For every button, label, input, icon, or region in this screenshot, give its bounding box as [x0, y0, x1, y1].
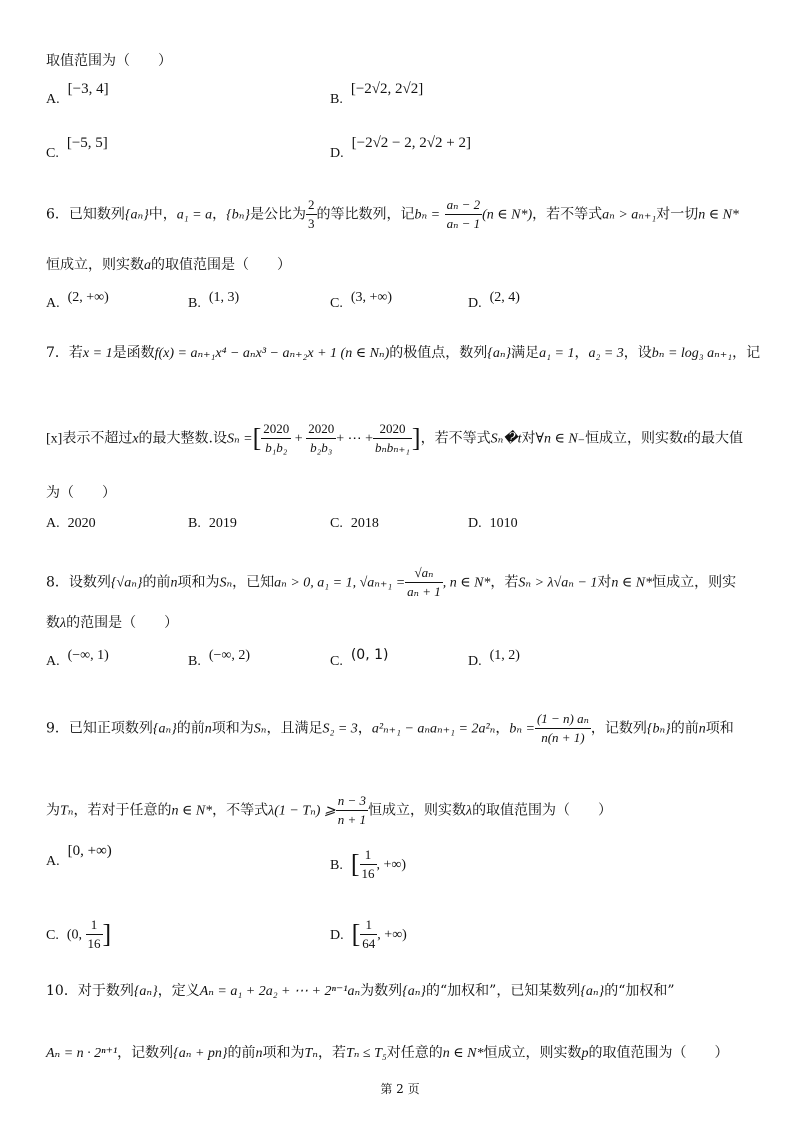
- q10-math: Tₙ: [304, 1046, 318, 1061]
- q6-math: a₁ = a: [176, 207, 213, 223]
- q9-ineq-fraction: [336, 792, 368, 829]
- q9-option-d[interactable]: [330, 916, 407, 953]
- q7-text: 对: [521, 430, 536, 447]
- numerator: √aₙ: [405, 564, 443, 583]
- q9-text: 项和: [705, 720, 734, 737]
- denominator: aₙ − 1: [446, 216, 481, 231]
- q7-math: x = 1: [82, 346, 113, 361]
- option-value: , +∞): [376, 857, 407, 873]
- denominator: 3: [308, 216, 315, 231]
- q10-text: 的“加权和”: [604, 983, 675, 999]
- q6-math: aₙ > aₙ₊₁: [602, 207, 657, 223]
- q7-math: x: [132, 431, 139, 447]
- option-label: B.: [188, 296, 201, 311]
- denominator: n(n + 1): [541, 730, 585, 745]
- q8-text: ，若: [490, 574, 519, 591]
- q8-text: 恒成立，则实: [652, 574, 737, 591]
- q7-stem-line3: [46, 484, 116, 502]
- option-value: , +∞): [377, 927, 407, 943]
- numerator: 2: [306, 196, 317, 215]
- q8-text: 的范围是（ ）: [66, 615, 179, 631]
- q9-math: S₂ = 3: [322, 721, 358, 737]
- option-value: (−∞, 1): [67, 648, 109, 663]
- q10-text: ，定义: [157, 983, 200, 999]
- q5-option-d[interactable]: [330, 135, 471, 163]
- q6-math: n ∈ N*: [698, 207, 739, 223]
- q10-stem-line2: [46, 1044, 728, 1063]
- q9-text: ，: [495, 720, 510, 737]
- q8-math: n ∈ N*: [611, 575, 653, 591]
- numerator: 1: [360, 916, 377, 935]
- bracket-left: [: [252, 423, 262, 453]
- q7-text: 是函数: [112, 345, 155, 361]
- q8-text: ，已知: [232, 574, 275, 591]
- q7-math: Sₙ =: [227, 431, 253, 447]
- q7-math: f(x) = aₙ₊₁x⁴ − aₙx³ − aₙ₊₂x + 1 (n ∈ Nₙ): [154, 346, 390, 361]
- q8-option-d[interactable]: [468, 648, 520, 671]
- q7-text: 的极值点，数列: [389, 345, 488, 361]
- q8-stem-line1: [46, 564, 736, 601]
- q10-math: Aₙ = a₁ + 2a₂ + ⋯ + 2ⁿ⁻¹aₙ: [199, 984, 361, 999]
- option-label: D.: [468, 516, 482, 531]
- q9-text: ，: [357, 720, 372, 737]
- q10-text: 的“加权和”，已知某数列: [426, 983, 581, 999]
- q7-option-a[interactable]: [46, 514, 96, 533]
- q7-option-c[interactable]: [330, 514, 379, 533]
- q9-c-fraction: [86, 916, 103, 953]
- numerator: 2020: [261, 420, 291, 439]
- numerator: (1 − n) aₙ: [535, 710, 591, 729]
- option-label: A.: [46, 854, 60, 869]
- q7-text: ，记: [732, 345, 761, 361]
- q10-text: 的前: [227, 1045, 256, 1061]
- option-value: (1, 3): [208, 290, 240, 305]
- q8-text: 项和为: [177, 574, 220, 591]
- denominator: 64: [362, 936, 376, 951]
- q9-stem-line2: [46, 792, 612, 829]
- numerator: 1: [86, 916, 103, 935]
- q9-math: λ(1 − Tₙ) ⩾: [268, 803, 336, 819]
- q5-option-b[interactable]: [330, 81, 424, 109]
- q9-option-c[interactable]: [46, 916, 111, 953]
- q10-text: 10．对于数列: [46, 983, 134, 999]
- option-label: D.: [330, 146, 344, 161]
- q7-term2-fraction: [306, 420, 336, 457]
- option-value: (−∞, 2): [208, 648, 251, 663]
- q8-text: 的前: [142, 574, 171, 591]
- q9-text: ，若对于任意的: [73, 802, 172, 819]
- q9-text: 9．已知正项数列: [46, 720, 153, 737]
- option-value: (0, 1): [350, 647, 389, 663]
- q7-math: [x]: [46, 431, 63, 447]
- bracket-left: [: [351, 919, 361, 949]
- option-value: (1, 2): [489, 648, 520, 663]
- q9-text: 的取值范围为（ ）: [472, 802, 613, 819]
- q7-text: 表示不超过: [62, 430, 133, 447]
- q9-stem-line1: [46, 710, 734, 747]
- q8-math: λ: [60, 616, 67, 631]
- q5-tail-text: 取值范围为（ ）: [46, 53, 172, 69]
- option-value: 2019: [208, 516, 237, 531]
- option-label: B.: [188, 516, 201, 531]
- q8-text: 对: [597, 574, 612, 591]
- q7-text: ，若不等式: [420, 430, 491, 447]
- q9-math: n ∈ N*: [171, 803, 213, 819]
- numerator: 1: [360, 846, 377, 865]
- option-value: (0,: [66, 927, 86, 943]
- option-label: D.: [330, 927, 344, 943]
- q6-math: {bₙ}: [226, 207, 250, 223]
- q6-math: a: [144, 258, 151, 273]
- q7-math: bₙ = log₃ aₙ₊₁: [651, 346, 733, 361]
- q6-stem-line1: [46, 196, 739, 233]
- q7-math: Sₙ�t: [490, 431, 522, 447]
- q8-math: Sₙ > λ√aₙ − 1: [518, 575, 598, 591]
- q6-text: 恒成立，则实数: [46, 257, 144, 273]
- option-value: 2018: [350, 516, 379, 531]
- q8-math: Sₙ: [219, 575, 233, 591]
- option-value: (3, +∞): [350, 290, 393, 305]
- q9-math: n: [204, 721, 212, 737]
- q9-math: Sₙ: [253, 721, 267, 737]
- q10-math: Aₙ = n · 2ⁿ⁺¹: [46, 1046, 118, 1061]
- q10-math: p: [581, 1046, 589, 1061]
- denominator: 16: [87, 936, 101, 951]
- q8-math: , n ∈ N*: [442, 575, 491, 591]
- option-label: C.: [46, 146, 59, 161]
- denominator: b₁b₂: [265, 440, 288, 455]
- bracket-right: ]: [102, 919, 112, 949]
- q7-stem-line2: [x]表示不超过x的最大整数.设Sₙ =[ $\frac{2020}{\text{b₁b₂}}$ + $\frac{2020}{\text{b₂b₃}}$ + ⋯ + $\frac{2020}{\text{bₙbₙ₊₁}}$ ]，若不等式Sₙ�t对∀n ∈ N₋恒成立，则实数t的最大值: [46, 421, 743, 455]
- q7-term3-fraction: [373, 420, 412, 457]
- q6-text: 的取值范围是（ ）: [151, 257, 291, 273]
- q10-math: n: [255, 1046, 263, 1061]
- q9-math: Tₙ: [60, 803, 74, 819]
- q10-text: ，记数列: [117, 1045, 174, 1061]
- q6-text: ，若不等式: [532, 206, 603, 223]
- q5-option-c[interactable]: [46, 135, 108, 163]
- q6-text: 对一切: [656, 206, 699, 223]
- q8-math: n: [170, 575, 178, 591]
- bracket-right: ]: [411, 423, 421, 453]
- q8-text: 8．设数列: [46, 574, 111, 591]
- q9-math: {aₙ}: [152, 721, 177, 737]
- q6-text: 是公比为: [250, 206, 306, 223]
- option-value: (2, 4): [489, 290, 520, 305]
- q7-text: ，设: [623, 345, 652, 361]
- q10-math: {aₙ + pn}: [173, 1046, 228, 1061]
- option-label: A.: [46, 296, 60, 311]
- q9-bn-fraction: [535, 710, 591, 747]
- q10-math: {aₙ}: [580, 984, 605, 999]
- q8-option-b[interactable]: [188, 648, 251, 671]
- option-label: C.: [330, 296, 343, 311]
- page-number: 第 2 页: [380, 1082, 420, 1096]
- q8-stem-line2: [46, 614, 178, 633]
- q10-text: 为数列: [360, 983, 403, 999]
- numerator: aₙ − 2: [445, 196, 483, 215]
- q10-text: 恒成立，则实数: [483, 1045, 582, 1061]
- q9-b-fraction: [360, 846, 377, 883]
- q7-text: 恒成立，则实数: [585, 430, 684, 447]
- option-value: 1010: [489, 516, 518, 531]
- q6-text: ，: [212, 206, 227, 223]
- numerator: n − 3: [336, 792, 368, 811]
- option-value: [−2√2, 2√2]: [350, 81, 424, 97]
- option-value: (2, +∞): [67, 290, 109, 305]
- q6-stem-line2: [46, 256, 291, 275]
- option-value: [0, +∞): [67, 843, 112, 859]
- q9-text: 为: [46, 802, 60, 819]
- q8-text: 数: [46, 615, 60, 631]
- q7-term1-fraction: [261, 420, 291, 457]
- q7-math: a₁ = 1: [539, 346, 575, 361]
- q10-text: 的取值范围为（ ）: [588, 1045, 729, 1061]
- q7-math: ∀n ∈ N₋: [535, 431, 586, 447]
- q6-text: 的等比数列，记: [316, 206, 415, 223]
- q7-text: 7．若: [46, 345, 83, 361]
- q5-stem-tail: [46, 52, 172, 70]
- bracket-left: [: [350, 849, 360, 879]
- q7-math: + ⋯ +: [336, 431, 373, 447]
- option-label: C.: [46, 927, 59, 943]
- option-label: B.: [330, 92, 343, 107]
- q6-math: {aₙ}: [124, 207, 149, 223]
- q7-text: 为（ ）: [46, 485, 116, 501]
- q8-math: {√aₙ}: [110, 575, 143, 591]
- q9-math: a²ₙ₊₁ − aₙaₙ₊₁ = 2a²ₙ: [371, 721, 496, 737]
- q7-option-d[interactable]: [468, 514, 518, 533]
- q8-math: aₙ > 0, a₁ = 1, √aₙ₊₁ =: [274, 575, 406, 591]
- q7-text: 满足: [511, 345, 540, 361]
- denominator: 16: [361, 866, 375, 881]
- q6-text: 中，: [148, 206, 177, 223]
- numerator: 2020: [306, 420, 336, 439]
- numerator: 2020: [373, 420, 412, 439]
- option-label: C.: [330, 516, 343, 531]
- q6-option-a[interactable]: [46, 290, 109, 313]
- q6-option-c[interactable]: [330, 290, 393, 313]
- option-label: B.: [330, 857, 343, 873]
- q9-text: 恒成立，则实数: [367, 802, 466, 819]
- option-label: D.: [468, 654, 482, 669]
- q7-option-b[interactable]: [188, 514, 237, 533]
- q9-d-fraction: [360, 916, 377, 953]
- q9-text: ，记数列: [590, 720, 647, 737]
- q10-stem-line1: [46, 982, 675, 1001]
- option-label: A.: [46, 516, 60, 531]
- option-label: C.: [330, 654, 343, 669]
- q9-math: bₙ =: [509, 721, 535, 737]
- q7-text: ，: [574, 345, 589, 361]
- option-value: [−3, 4]: [67, 81, 109, 97]
- q10-math: n ∈ N*: [442, 1046, 484, 1061]
- q10-math: Tₙ ≤ T₅: [345, 1046, 387, 1061]
- option-value: [−5, 5]: [66, 135, 108, 151]
- q9-text: 的前: [670, 720, 699, 737]
- q10-text: 对任意的: [386, 1045, 443, 1061]
- option-label: A.: [46, 92, 60, 107]
- q9-option-a[interactable]: [46, 843, 112, 871]
- q7-math: t: [683, 431, 687, 447]
- q6-text: 6．已知数列: [46, 206, 125, 223]
- q10-math: {aₙ}: [133, 984, 158, 999]
- q6-ratio-fraction: [306, 196, 317, 233]
- q8-fraction: [405, 564, 443, 601]
- q7-math: a₂ = 3: [588, 346, 624, 361]
- q8-option-a[interactable]: [46, 648, 109, 671]
- q10-text: 项和为: [262, 1045, 305, 1061]
- q9-option-b[interactable]: [330, 846, 406, 883]
- denominator: bₙbₙ₊₁: [375, 440, 410, 455]
- q6-math: (n ∈ N*): [482, 207, 533, 223]
- q10-math: {aₙ}: [402, 984, 426, 999]
- denominator: aₙ + 1: [407, 584, 441, 599]
- option-label: B.: [188, 654, 201, 669]
- q7-text: 的最大整数.设: [138, 430, 227, 447]
- q9-text: ，不等式: [212, 802, 269, 819]
- q9-text: ，且满足: [266, 720, 323, 737]
- q7-stem-line1: [46, 344, 760, 363]
- denominator: n + 1: [337, 812, 366, 827]
- q10-text: ，若: [317, 1045, 346, 1061]
- q8-option-c[interactable]: [330, 647, 389, 671]
- q7-text: 的最大值: [686, 430, 743, 447]
- option-label: A.: [46, 654, 60, 669]
- q7-math: {aₙ}: [487, 346, 512, 361]
- q6-option-d[interactable]: [468, 290, 520, 313]
- denominator: b₂b₃: [310, 440, 333, 455]
- option-label: D.: [468, 296, 482, 311]
- q6-option-b[interactable]: [188, 290, 240, 313]
- q9-text: 的前: [176, 720, 205, 737]
- option-value: 2020: [67, 516, 96, 531]
- q9-text: 项和为: [211, 720, 254, 737]
- q9-math: n: [698, 721, 706, 737]
- q5-option-a[interactable]: [46, 81, 109, 109]
- q6-bn-fraction: [445, 196, 483, 233]
- q6-math: bₙ =: [414, 207, 441, 223]
- q9-math: λ: [465, 803, 473, 819]
- q9-math: {bₙ}: [646, 721, 671, 737]
- option-value: [−2√2 − 2, 2√2 + 2]: [351, 135, 471, 151]
